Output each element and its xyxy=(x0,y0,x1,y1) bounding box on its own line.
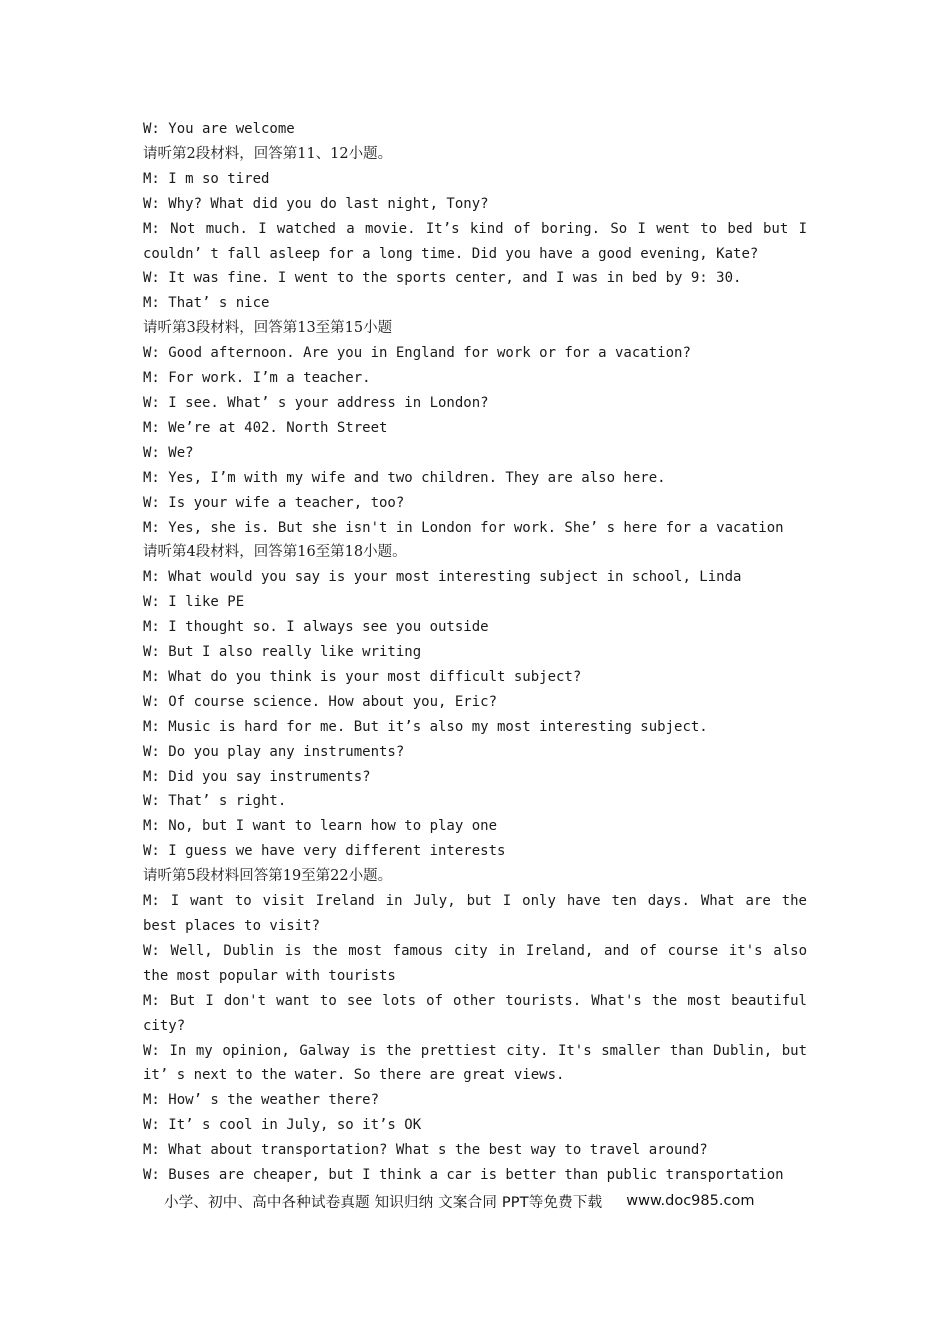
dialogue-line: W: It was fine. I went to the sports center, and I was in bed by 9: 30. xyxy=(143,270,742,287)
dialogue-line: W: You are welcome xyxy=(143,121,295,137)
page-footer xyxy=(164,1188,804,1214)
dialogue-line: M: Not much. I watched a movie. It’s kind of boring. So I went to bed but I couldn’ t fall asleep for a long time. Did you have a good evening, Kate? xyxy=(143,220,816,262)
dialogue-line: W: Of course science. How about you, Eric? xyxy=(143,693,498,710)
section-heading: 请听第3段材料，回答第13至第15小题 xyxy=(143,320,393,337)
dialogue-line: M: Music is hard for me. But it’s also my most interesting subject. xyxy=(143,718,708,735)
dialogue-line: M: Did you say instruments? xyxy=(143,768,371,785)
section-heading: 请听第4段材料，回答第16至第18小题。 xyxy=(143,544,407,561)
footer-url: www.doc985.com xyxy=(626,1193,755,1209)
dialogue-line: W: Is your wife a teacher, too? xyxy=(143,494,405,511)
dialogue-line: W: Buses are cheaper, but I think a car is better than public transportation xyxy=(143,1167,784,1184)
dialogue-line: M: I thought so. I always see you outside xyxy=(143,619,489,636)
dialogue-line: W: But I also really like writing xyxy=(143,644,422,661)
dialogue-line: M: No, but I want to learn how to play one xyxy=(143,818,498,835)
dialogue-line: M: We’re at 402. North Street xyxy=(143,419,388,436)
dialogue-line: M: I m so tired xyxy=(143,170,270,187)
dialogue-line: W: Why? What did you do last night, Tony? xyxy=(143,195,489,212)
dialogue-line: M: How’ s the weather there? xyxy=(143,1092,380,1109)
dialogue-line: M: But I don't want to see lots of other tourists. What's the most beautiful city? xyxy=(143,992,816,1034)
dialogue-line: M: Yes, she is. But she isn't in London for work. She’ s here for a vacation xyxy=(143,519,784,536)
dialogue-line: M: I want to visit Ireland in July, but I only have ten days. What are the best places to visit? xyxy=(143,893,816,934)
dialogue-line: M: What would you say is your most interesting subject in school, Linda xyxy=(143,569,742,586)
dialogue-line: W: It’ s cool in July, so it’s OK xyxy=(143,1117,422,1134)
section-heading: 请听第5段材料回答第19至第22小题。 xyxy=(143,868,393,885)
section-heading: 请听第2段材料，回答第11、12小题。 xyxy=(143,145,393,162)
dialogue-line: W: Good afternoon. Are you in England for work or for a vacation? xyxy=(143,345,691,362)
dialogue-line: W: Well, Dublin is the most famous city in Ireland, and of course it's also the most popular with tourists xyxy=(143,942,816,984)
dialogue-line: M: What about transportation? What s the best way to travel around? xyxy=(143,1142,708,1159)
dialogue-line: W: In my opinion, Galway is the prettiest city. It's smaller than Dublin, but it’ s next to the water. So there are great views. xyxy=(143,1042,816,1084)
dialogue-line: W: Do you play any instruments? xyxy=(143,743,405,760)
footer-text: 小学、初中、高中各种试卷真题 知识归纳 文案合同 PPT等免费下载 xyxy=(164,1194,603,1211)
dialogue-line: W: That’ s right. xyxy=(143,793,287,810)
dialogue-line: W: I like PE xyxy=(143,594,245,611)
dialogue-line: W: I guess we have very different interests xyxy=(143,843,506,860)
dialogue-line: M: Yes, I’m with my wife and two children. They are also here. xyxy=(143,469,666,486)
dialogue-line: W: We? xyxy=(143,444,194,461)
dialogue-line: M: What do you think is your most difficult subject? xyxy=(143,668,582,685)
dialogue-line: M: For work. I’m a teacher. xyxy=(143,370,371,387)
listening-transcript xyxy=(143,117,816,1188)
dialogue-line: M: That’ s nice xyxy=(143,295,270,312)
dialogue-line: W: I see. What’ s your address in London? xyxy=(143,394,489,411)
